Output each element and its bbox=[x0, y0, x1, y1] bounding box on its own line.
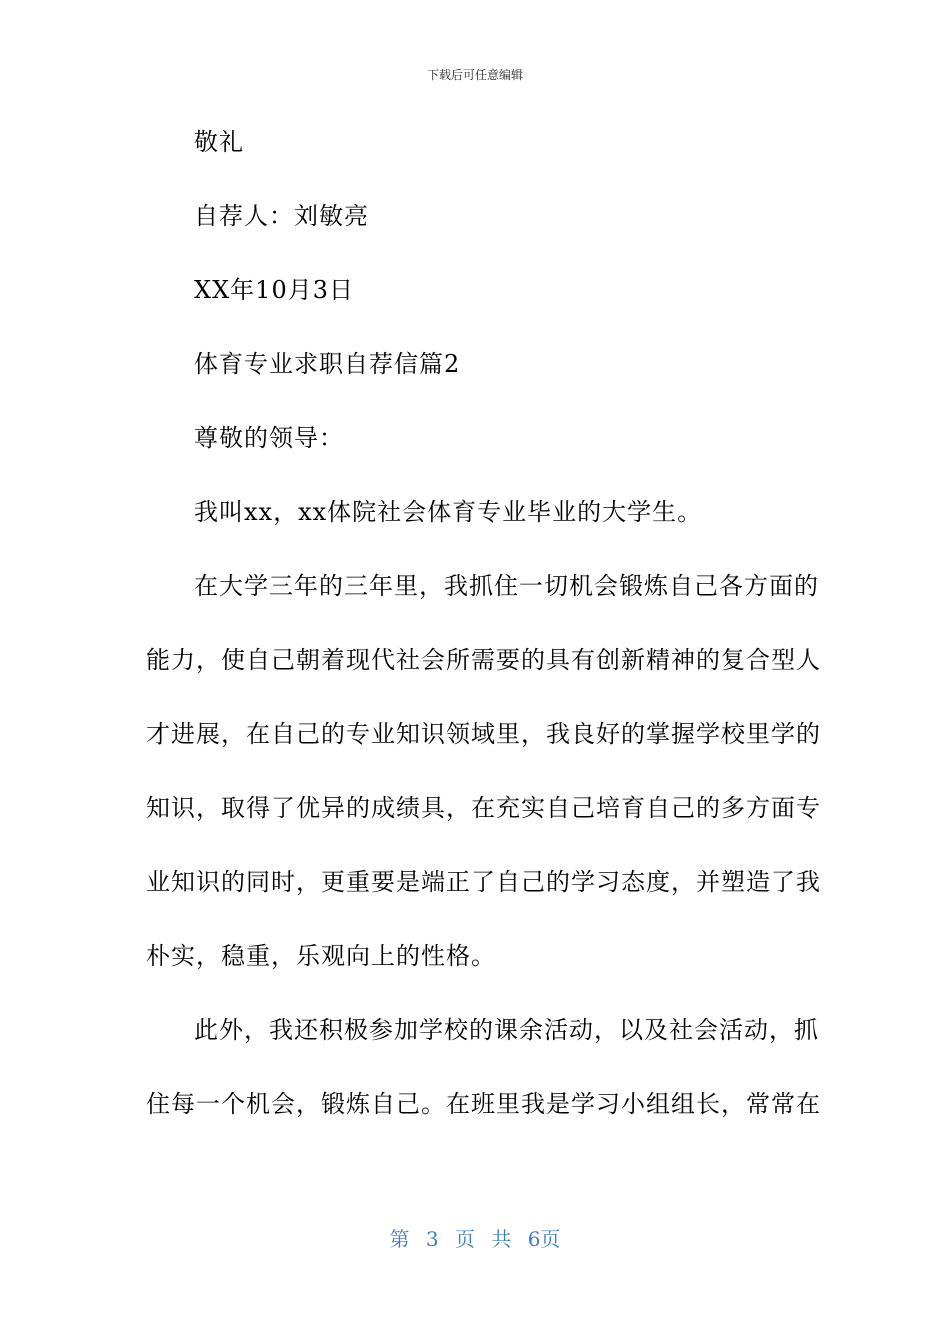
document-body bbox=[146, 124, 821, 1160]
paragraph-line: 住每一个机会，锻炼自己。在班里我是学习小组组长，常常在 bbox=[146, 1090, 821, 1118]
paragraph-line: 知识，取得了优异的成绩具，在充实自己培育自己的多方面专 bbox=[146, 794, 821, 822]
paragraph-line: 才进展，在自己的专业知识领域里，我良好的掌握学校里学的 bbox=[146, 720, 821, 748]
page-number-footer: 第 3 页 共 6页 bbox=[389, 1227, 561, 1251]
closing-line: 敬礼 bbox=[194, 128, 244, 156]
paragraph-line: 朴实，稳重，乐观向上的性格。 bbox=[146, 942, 496, 970]
paragraph-line: 业知识的同时，更重要是端正了自己的学习态度，并塑造了我 bbox=[146, 868, 821, 896]
paragraph-line: 在大学三年的三年里，我抓住一切机会锻炼自己各方面的 bbox=[194, 572, 819, 600]
intro-line: 我叫xx，xx体院社会体育专业毕业的大学生。 bbox=[194, 498, 703, 526]
letter-title: 体育专业求职自荐信篇2 bbox=[194, 350, 461, 378]
paragraph-1 bbox=[146, 568, 821, 974]
signature-line: 自荐人：刘敏亮 bbox=[194, 202, 369, 230]
paragraph-2 bbox=[146, 1012, 821, 1122]
salutation-line: 尊敬的领导： bbox=[194, 424, 344, 452]
date-line: XX年10月3日 bbox=[194, 276, 354, 304]
paragraph-line: 此外，我还积极参加学校的课余活动，以及社会活动，抓 bbox=[194, 1016, 819, 1044]
paragraph-line: 能力，使自己朝着现代社会所需要的具有创新精神的复合型人 bbox=[146, 646, 821, 674]
page-header-note: 下载后可任意编辑 bbox=[426, 68, 523, 82]
